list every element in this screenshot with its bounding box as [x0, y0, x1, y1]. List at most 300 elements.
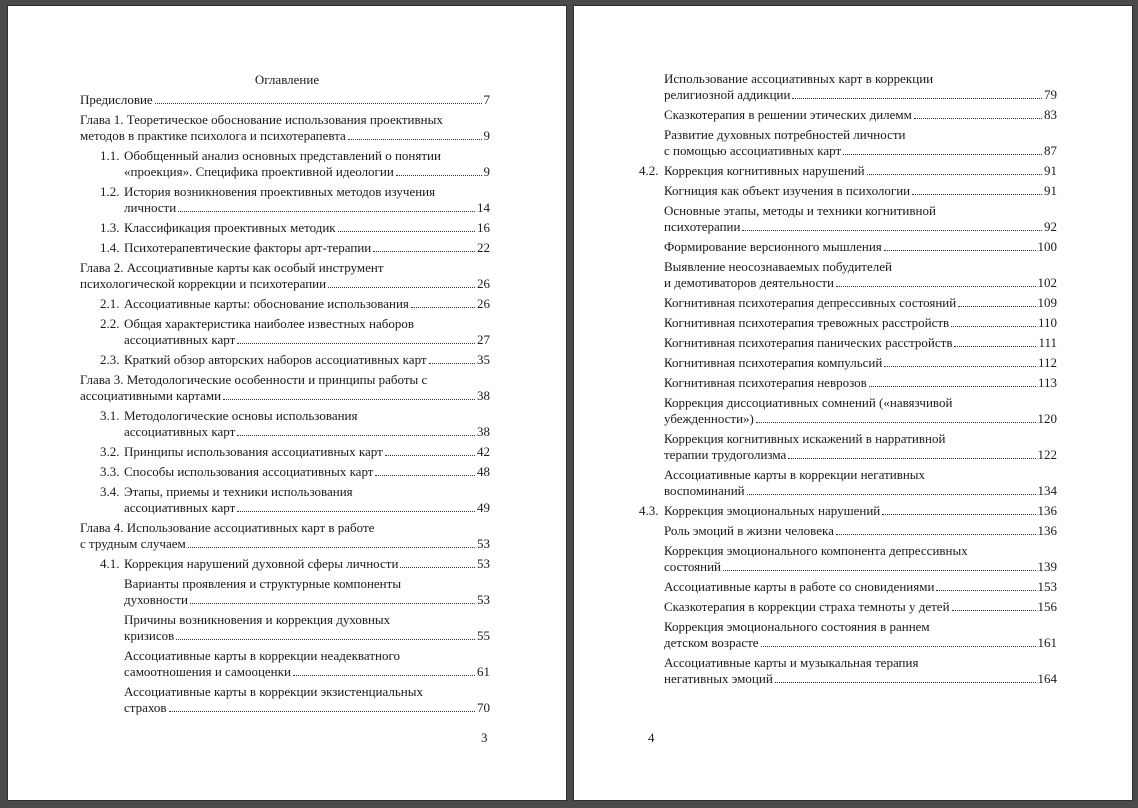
entry-line: [124, 240, 490, 256]
entry-title: Ассоциативные карты в работе со сновидениями: [664, 579, 935, 594]
entry-body: [124, 296, 490, 312]
dot-leader: [952, 610, 1036, 611]
dot-leader: [775, 682, 1036, 683]
toc-entry: [80, 372, 490, 404]
entry-line: [664, 411, 1057, 427]
toc-list-right: [639, 71, 1057, 691]
entry-title: Ассоциативные карты: обоснование использования: [124, 296, 409, 311]
entry-body: [664, 579, 1057, 595]
entry-page: 9: [483, 164, 490, 179]
entry-body: [124, 576, 490, 608]
toc-entry: [664, 619, 1057, 651]
entry-line: [124, 164, 490, 180]
entry-body: [664, 259, 1057, 291]
entry-title: и демотиваторов деятельности: [664, 275, 835, 290]
entry-title: Классификация проективных методик: [124, 220, 336, 235]
toc-entry: [664, 315, 1057, 331]
entry-page: 26: [477, 296, 490, 311]
entry-title: негативных эмоций: [664, 671, 773, 686]
entry-body: [664, 543, 1057, 575]
dot-leader: [869, 386, 1036, 387]
entry-line: [124, 220, 490, 236]
entry-line: [124, 444, 490, 460]
entry-title: Когнитивная психотерапия депрессивных состояний: [664, 295, 957, 310]
entry-line: [664, 335, 1057, 351]
entry-line: [124, 664, 490, 680]
entry-page: 14: [477, 200, 490, 215]
entry-page: 122: [1037, 447, 1057, 462]
dot-leader: [884, 366, 1036, 367]
dot-leader: [169, 711, 475, 712]
entry-title: Когнитивная психотерапия компульсий: [664, 355, 883, 370]
dot-leader: [375, 475, 475, 476]
toc-entry: [664, 395, 1057, 427]
entry-line: [80, 536, 490, 552]
entry-page: 26: [477, 276, 490, 291]
dot-leader: [348, 139, 482, 140]
entry-body: [124, 484, 490, 516]
entry-line: [664, 431, 1057, 447]
entry-line: [664, 559, 1057, 575]
entry-body: [124, 148, 490, 180]
entry-body: [124, 464, 490, 480]
entry-line: [664, 127, 1057, 143]
toc-entry: [80, 184, 490, 216]
section-number: 3.4.: [100, 484, 120, 499]
entry-body: [124, 408, 490, 440]
toc-entry: [664, 259, 1057, 291]
entry-line: [664, 107, 1057, 123]
toc-entry: [80, 520, 490, 552]
section-number: 1.3.: [100, 220, 120, 235]
entry-title: личности: [124, 200, 177, 215]
entry-title: Коррекция когнитивных нарушений: [664, 163, 865, 178]
entry-body: [124, 316, 490, 348]
entry-body: [664, 127, 1057, 159]
entry-page: 79: [1044, 87, 1057, 102]
toc-entry: [80, 576, 490, 608]
entry-title: История возникновения проективных методов изучения: [124, 184, 436, 199]
dot-leader: [761, 646, 1036, 647]
entry-title: Ассоциативные карты в коррекции неадекватного: [124, 648, 400, 663]
dot-leader: [178, 211, 475, 212]
entry-line: [124, 408, 490, 424]
section-number: 2.2.: [100, 316, 120, 331]
entry-body: [664, 599, 1057, 615]
entry-title: Краткий обзор авторских наборов ассоциативных карт: [124, 352, 427, 367]
dot-leader: [954, 346, 1036, 347]
entry-line: [664, 375, 1057, 391]
entry-title: Принципы использования ассоциативных карт: [124, 444, 383, 459]
entry-page: 120: [1037, 411, 1057, 426]
dot-leader: [836, 286, 1035, 287]
entry-body: [664, 335, 1057, 351]
dot-leader: [788, 458, 1035, 459]
entry-title: Ассоциативные карты в коррекции экзистенциальных: [124, 684, 423, 699]
entry-line: [664, 295, 1057, 311]
entry-line: [664, 219, 1057, 235]
entry-page: 87: [1044, 143, 1057, 158]
entry-title: Когнитивная психотерапия неврозов: [664, 375, 867, 390]
toc-entry: [664, 295, 1057, 311]
entry-body: [664, 183, 1057, 199]
section-number: 1.1.: [100, 148, 120, 163]
entry-page: 70: [477, 700, 490, 715]
dot-leader: [155, 103, 482, 104]
entry-body: [80, 92, 490, 108]
entry-title: Общая характеристика наиболее известных наборов: [124, 316, 415, 331]
toc-entry: [80, 352, 490, 368]
toc-entry: [664, 107, 1057, 123]
entry-body: [664, 203, 1057, 235]
toc-list-left: [80, 92, 490, 720]
entry-line: [664, 143, 1057, 159]
toc-entry: [80, 408, 490, 440]
entry-line: [664, 163, 1057, 179]
dot-leader: [237, 435, 475, 436]
entry-line: [80, 372, 490, 388]
toc-entry: [664, 431, 1057, 463]
entry-page: 53: [477, 556, 490, 571]
section-number: 2.1.: [100, 296, 120, 311]
entry-line: [664, 87, 1057, 103]
entry-page: 113: [1037, 375, 1057, 390]
dot-leader: [223, 399, 475, 400]
entry-body: [664, 295, 1057, 311]
entry-line: [664, 579, 1057, 595]
dot-leader: [843, 154, 1042, 155]
entry-title: «проекция». Специфика проективной идеологии: [124, 164, 394, 179]
entry-title: Когнитивная психотерапия тревожных расстройств: [664, 315, 950, 330]
entry-title: детском возрасте: [664, 635, 759, 650]
entry-body: [664, 355, 1057, 371]
entry-page: 35: [477, 352, 490, 367]
entry-title: самоотношения и самооценки: [124, 664, 291, 679]
entry-line: [124, 556, 490, 572]
entry-title: ассоциативными картами: [80, 388, 222, 403]
entry-page: 9: [483, 128, 490, 143]
section-number: 4.3.: [639, 503, 659, 518]
entry-page: 38: [477, 388, 490, 403]
entry-title: Коррекция диссоциативных сомнений («навязчивой: [664, 395, 953, 410]
entry-title: кризисов: [124, 628, 175, 643]
dot-leader: [237, 511, 475, 512]
entry-body: [124, 444, 490, 460]
entry-title: ассоциативных карт: [124, 500, 236, 515]
entry-title: Глава 1. Теоретическое обоснование использования проективных: [80, 112, 443, 127]
entry-line: [664, 599, 1057, 615]
entry-page: 92: [1044, 219, 1057, 234]
entry-body: [80, 372, 490, 404]
entry-line: [124, 200, 490, 216]
entry-title: Коррекция эмоционального компонента депрессивных: [664, 543, 968, 558]
entry-page: 22: [477, 240, 490, 255]
entry-title: Обобщенный анализ основных представлений о понятии: [124, 148, 441, 163]
entry-title: методов в практике психолога и психотерапевта: [80, 128, 346, 143]
toc-entry: [664, 335, 1057, 351]
entry-line: [664, 467, 1057, 483]
entry-page: 83: [1044, 107, 1057, 122]
entry-title: Варианты проявления и структурные компоненты: [124, 576, 402, 591]
entry-line: [124, 332, 490, 348]
dot-leader: [328, 287, 475, 288]
entry-page: 53: [477, 592, 490, 607]
entry-page: 134: [1037, 483, 1057, 498]
entry-body: [124, 612, 490, 644]
toc-entry: [80, 296, 490, 312]
entry-title: Когнитивная психотерапия панических расстройств: [664, 335, 953, 350]
entry-page: 136: [1037, 523, 1057, 538]
entry-line: [124, 700, 490, 716]
entry-line: [664, 671, 1057, 687]
entry-body: [124, 648, 490, 680]
entry-line: [664, 635, 1057, 651]
entry-title: Выявление неосознаваемых побудителей: [664, 259, 892, 274]
entry-page: 164: [1037, 671, 1057, 686]
dot-leader: [723, 570, 1036, 571]
entry-title: Коррекция эмоционального состояния в раннем: [664, 619, 930, 634]
entry-title: Роль эмоций в жизни человека: [664, 523, 834, 538]
dot-leader: [293, 675, 475, 676]
entry-body: [124, 220, 490, 236]
toc-entry: [639, 163, 1057, 179]
entry-line: [664, 239, 1057, 255]
entry-line: [80, 128, 490, 144]
entry-title: Предисловие: [80, 92, 153, 107]
entry-body: [80, 520, 490, 552]
toc-entry: [664, 203, 1057, 235]
entry-page: 27: [477, 332, 490, 347]
section-number: 3.3.: [100, 464, 120, 479]
entry-line: [664, 523, 1057, 539]
dot-leader: [884, 250, 1036, 251]
entry-title: Использование ассоциативных карт в коррекции: [664, 71, 934, 86]
dot-leader: [951, 326, 1036, 327]
entry-title: Глава 2. Ассоциативные карты как особый инструмент: [80, 260, 384, 275]
toc-entry: [80, 240, 490, 256]
entry-line: [664, 259, 1057, 275]
entry-line: [664, 503, 1057, 519]
toc-entry: [80, 484, 490, 516]
dot-leader: [411, 307, 475, 308]
entry-page: 53: [477, 536, 490, 551]
dot-leader: [396, 175, 482, 176]
entry-line: [664, 71, 1057, 87]
entry-title: Коррекция эмоциональных нарушений: [664, 503, 881, 518]
entry-body: [664, 619, 1057, 651]
entry-page: 139: [1037, 559, 1057, 574]
entry-title: терапии трудоголизма: [664, 447, 787, 462]
toc-entry: [664, 523, 1057, 539]
page-number: 4: [648, 730, 655, 745]
entry-line: [664, 395, 1057, 411]
entry-title: Коррекция нарушений духовной сферы личности: [124, 556, 399, 571]
entry-line: [124, 628, 490, 644]
entry-line: [664, 275, 1057, 291]
dot-leader: [867, 174, 1042, 175]
entry-title: Ассоциативные карты и музыкальная терапия: [664, 655, 919, 670]
dot-leader: [429, 363, 475, 364]
toc-entry: [664, 127, 1057, 159]
section-number: 2.3.: [100, 352, 120, 367]
entry-page: 16: [477, 220, 490, 235]
entry-body: [664, 467, 1057, 499]
entry-title: духовности: [124, 592, 188, 607]
entry-title: Сказкотерапия в решении этических дилемм: [664, 107, 912, 122]
entry-body: [80, 260, 490, 292]
entry-body: [124, 352, 490, 368]
entry-title: Методологические основы использования: [124, 408, 358, 423]
toc-entry: [80, 684, 490, 716]
right-page: [574, 6, 1132, 800]
toc-entry: [80, 612, 490, 644]
section-number: 1.4.: [100, 240, 120, 255]
entry-page: 61: [477, 664, 490, 679]
entry-page: 48: [477, 464, 490, 479]
entry-line: [664, 355, 1057, 371]
entry-line: [664, 483, 1057, 499]
entry-page: 91: [1044, 163, 1057, 178]
entry-body: [664, 523, 1057, 539]
entry-title: состояний: [664, 559, 721, 574]
entry-body: [80, 112, 490, 144]
toc-entry: [664, 467, 1057, 499]
toc-entry: [664, 655, 1057, 687]
entry-line: [124, 296, 490, 312]
toc-entry: [664, 599, 1057, 615]
entry-line: [80, 388, 490, 404]
entry-line: [124, 424, 490, 440]
entry-body: [664, 655, 1057, 687]
entry-line: [124, 484, 490, 500]
dot-leader: [958, 306, 1035, 307]
entry-title: религиозной аддикции: [664, 87, 791, 102]
entry-body: [124, 556, 490, 572]
entry-line: [124, 352, 490, 368]
entry-line: [80, 112, 490, 128]
entry-body: [664, 431, 1057, 463]
entry-body: [664, 163, 1057, 179]
toc-entry: [80, 148, 490, 180]
entry-title: психологической коррекции и психотерапии: [80, 276, 327, 291]
entry-title: с помощью ассоциативных карт: [664, 143, 842, 158]
entry-title: ассоциативных карт: [124, 424, 236, 439]
toc-entry: [80, 92, 490, 108]
toc-entry: [639, 503, 1057, 519]
entry-title: Способы использования ассоциативных карт: [124, 464, 374, 479]
toc-entry: [80, 444, 490, 460]
entry-title: Глава 4. Использование ассоциативных карт в работе: [80, 520, 375, 535]
entry-title: ассоциативных карт: [124, 332, 236, 347]
entry-line: [80, 520, 490, 536]
toc-entry: [664, 183, 1057, 199]
toc-entry: [80, 260, 490, 292]
entry-title: Сказкотерапия в коррекции страха темноты у детей: [664, 599, 950, 614]
dot-leader: [914, 118, 1042, 119]
left-page: [8, 6, 566, 800]
section-number: 3.1.: [100, 408, 120, 423]
entry-page: 91: [1044, 183, 1057, 198]
entry-body: [664, 503, 1057, 519]
dot-leader: [836, 534, 1036, 535]
dot-leader: [756, 422, 1036, 423]
entry-title: Причины возникновения и коррекция духовных: [124, 612, 391, 627]
dot-leader: [400, 567, 475, 568]
entry-line: [124, 148, 490, 164]
entry-line: [124, 500, 490, 516]
entry-page: 161: [1037, 635, 1057, 650]
dot-leader: [882, 514, 1035, 515]
entry-body: [124, 684, 490, 716]
entry-line: [664, 203, 1057, 219]
section-number: 3.2.: [100, 444, 120, 459]
entry-body: [664, 315, 1057, 331]
entry-body: [664, 71, 1057, 103]
toc-entry: [80, 464, 490, 480]
toc-entry: [80, 556, 490, 572]
entry-title: Основные этапы, методы и техники когнитивной: [664, 203, 936, 218]
dot-leader: [176, 639, 475, 640]
section-number: 4.2.: [639, 163, 659, 178]
entry-line: [80, 276, 490, 292]
entry-body: [124, 240, 490, 256]
entry-line: [664, 543, 1057, 559]
entry-title: убежденности»): [664, 411, 754, 426]
entry-page: 110: [1037, 315, 1057, 330]
entry-line: [664, 447, 1057, 463]
entry-body: [664, 239, 1057, 255]
dot-leader: [912, 194, 1042, 195]
entry-page: 153: [1037, 579, 1057, 594]
entry-page: 49: [477, 500, 490, 515]
entry-page: 136: [1037, 503, 1057, 518]
dot-leader: [792, 98, 1042, 99]
dot-leader: [936, 590, 1035, 591]
entry-title: Глава 3. Методологические особенности и принципы работы с: [80, 372, 428, 387]
dot-leader: [373, 251, 475, 252]
dot-leader: [747, 494, 1036, 495]
toc-entry: [664, 239, 1057, 255]
entry-title: Ассоциативные карты в коррекции негативных: [664, 467, 926, 482]
entry-line: [124, 684, 490, 700]
entry-line: [124, 576, 490, 592]
entry-body: [664, 375, 1057, 391]
entry-page: 109: [1037, 295, 1057, 310]
toc-entry: [664, 543, 1057, 575]
entry-body: [664, 395, 1057, 427]
toc-entry: [664, 71, 1057, 103]
entry-body: [664, 107, 1057, 123]
dot-leader: [742, 230, 1042, 231]
entry-title: Когниция как объект изучения в психологии: [664, 183, 911, 198]
entry-title: Развитие духовных потребностей личности: [664, 127, 906, 142]
toc-title: Оглавление: [254, 72, 320, 87]
entry-line: [124, 592, 490, 608]
toc-entry: [80, 112, 490, 144]
dot-leader: [190, 603, 475, 604]
entry-line: [124, 612, 490, 628]
section-number: 4.1.: [100, 556, 120, 571]
entry-page: 111: [1038, 335, 1057, 350]
toc-entry: [80, 316, 490, 348]
entry-line: [124, 316, 490, 332]
toc-entry: [664, 579, 1057, 595]
entry-line: [664, 655, 1057, 671]
entry-line: [124, 648, 490, 664]
entry-line: [80, 92, 490, 108]
entry-line: [664, 183, 1057, 199]
entry-line: [124, 184, 490, 200]
